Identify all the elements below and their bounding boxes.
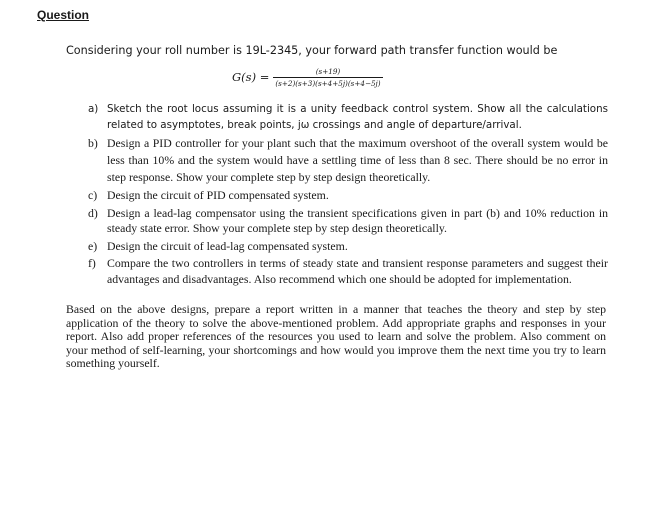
task-marker: b)	[88, 136, 98, 150]
task-list	[88, 102, 608, 289]
closing-paragraph: Based on the above designs, prepare a report written in a manner that teaches the theory and step by step application of the theory to solve the above-mentioned problem. Add appropriate graphs and responses in your report. Also add proper references of the resources you used to learn and solve the problem. Also comment on your method of self-learning, your shortcomings and how would you improve them the next time you try to learn something yourself.	[66, 302, 606, 371]
task-text: Sketch the root locus assuming it is a unity feedback control system. Show all the calculations related to asymptotes, break points, jω crossings and angle of departure/arrival.	[107, 103, 608, 131]
task-item-d	[88, 206, 608, 237]
task-marker: a)	[88, 103, 99, 115]
task-item-a	[88, 102, 608, 133]
formula-numerator: (s+19)	[315, 66, 341, 76]
task-marker: f)	[88, 256, 96, 270]
task-marker: c)	[88, 188, 98, 202]
task-item-f	[88, 256, 608, 287]
formula-lhs: G(s) =	[232, 70, 270, 84]
task-text: Design the circuit of lead-lag compensated system.	[107, 238, 348, 253]
task-item-b	[88, 135, 608, 186]
task-marker: d)	[88, 205, 98, 220]
intro-text: Considering your roll number is 19L-2345, your forward path transfer function would be	[66, 44, 558, 57]
task-text: Compare the two controllers in terms of steady state and transient response parameters and suggest their advantages and disadvantages. Also recommend which one should be adopted for implementation.	[107, 256, 608, 286]
task-marker: e)	[88, 238, 98, 253]
task-text: Design a PID controller for your plant such that the maximum overshoot of the overall system would be less than 10% and the system would have a settling time of less than 8 sec. There should be no error in step response. Show your complete step by step design theoretically.	[107, 136, 608, 184]
formula-fraction	[273, 67, 382, 88]
task-item-c	[88, 188, 608, 204]
task-text: Design a lead-lag compensator using the transient specifications given in part (b) and 10% reduction in steady state error. Show your complete step by step design theoretically.	[107, 205, 608, 235]
task-text: Design the circuit of PID compensated system.	[107, 188, 329, 202]
transfer-function-formula	[232, 64, 383, 90]
task-item-e	[88, 239, 608, 255]
question-heading: Question	[37, 8, 90, 22]
formula-denominator: (s+2)(s+3)(s+4+5j)(s+4−5j)	[275, 78, 381, 88]
